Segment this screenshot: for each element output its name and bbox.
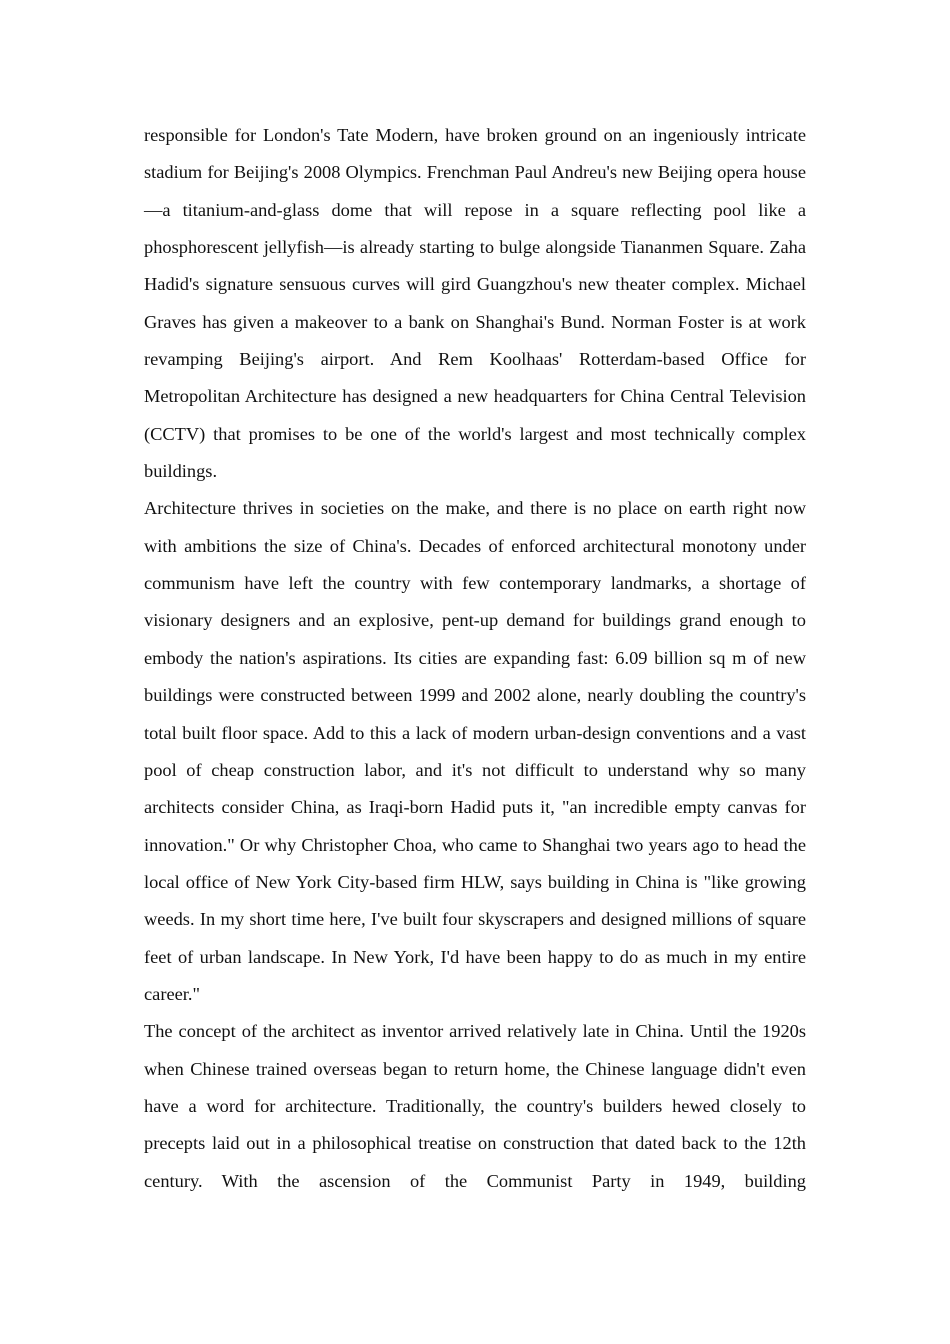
paragraph-continued: responsible for London's Tate Modern, have broken ground on an ingeniously intricate stadium for Beijing's 2008 Olympics. Frenchman Paul Andreu's new Beijing opera house—a titanium-and-glass dome that will repose in a square reflecting pool like a phosphorescent jellyfish—is already starting to bulge alongside Tiananmen Square. Zaha Hadid's signature sensuous curves will gird Guangzhou's new theater complex. Michael Graves has given a makeover to a bank on Shanghai's Bund. Norman Foster is at work revamping Beijing's airport. And Rem Koolhaas' Rotterdam-based Office for Metropolitan Architecture has designed a new headquarters for China Central Television (CCTV) that promises to be one of the world's largest and most technically complex buildings. (144, 125, 806, 482)
paragraph-architect-as-inventor: The concept of the architect as inventor arrived relatively late in China. Until the 1920s when Chinese trained overseas began to return home, the Chinese language didn't even have a word for architecture. Traditionally, the country's builders hewed closely to precepts laid out in a philosophical treatise on construction that dated back to the 12th century. With the ascension of the Communist Party in 1949, building (144, 1021, 806, 1191)
article-body (144, 117, 806, 1200)
paragraph-architecture-thrives: Architecture thrives in societies on the make, and there is no place on earth right now with ambitions the size of China's. Decades of enforced architectural monotony under communism have left the country with few contemporary landmarks, a shortage of visionary designers and an explosive, pent-up demand for buildings grand enough to embody the nation's aspirations. Its cities are expanding fast: 6.09 billion sq m of new buildings were constructed between 1999 and 2002 alone, nearly doubling the country's total built floor space. Add to this a lack of modern urban-design conventions and a vast pool of cheap construction labor, and it's not difficult to understand why so many architects consider China, as Iraqi-born Hadid puts it, "an incredible empty canvas for innovation." Or why Christopher Choa, who came to Shanghai two years ago to head the local office of New York City-based firm HLW, says building in China is "like growing weeds. In my short time here, I've built four skyscrapers and designed millions of square feet of urban landscape. In New York, I'd have been happy to do as much in my entire career." (144, 498, 806, 1004)
